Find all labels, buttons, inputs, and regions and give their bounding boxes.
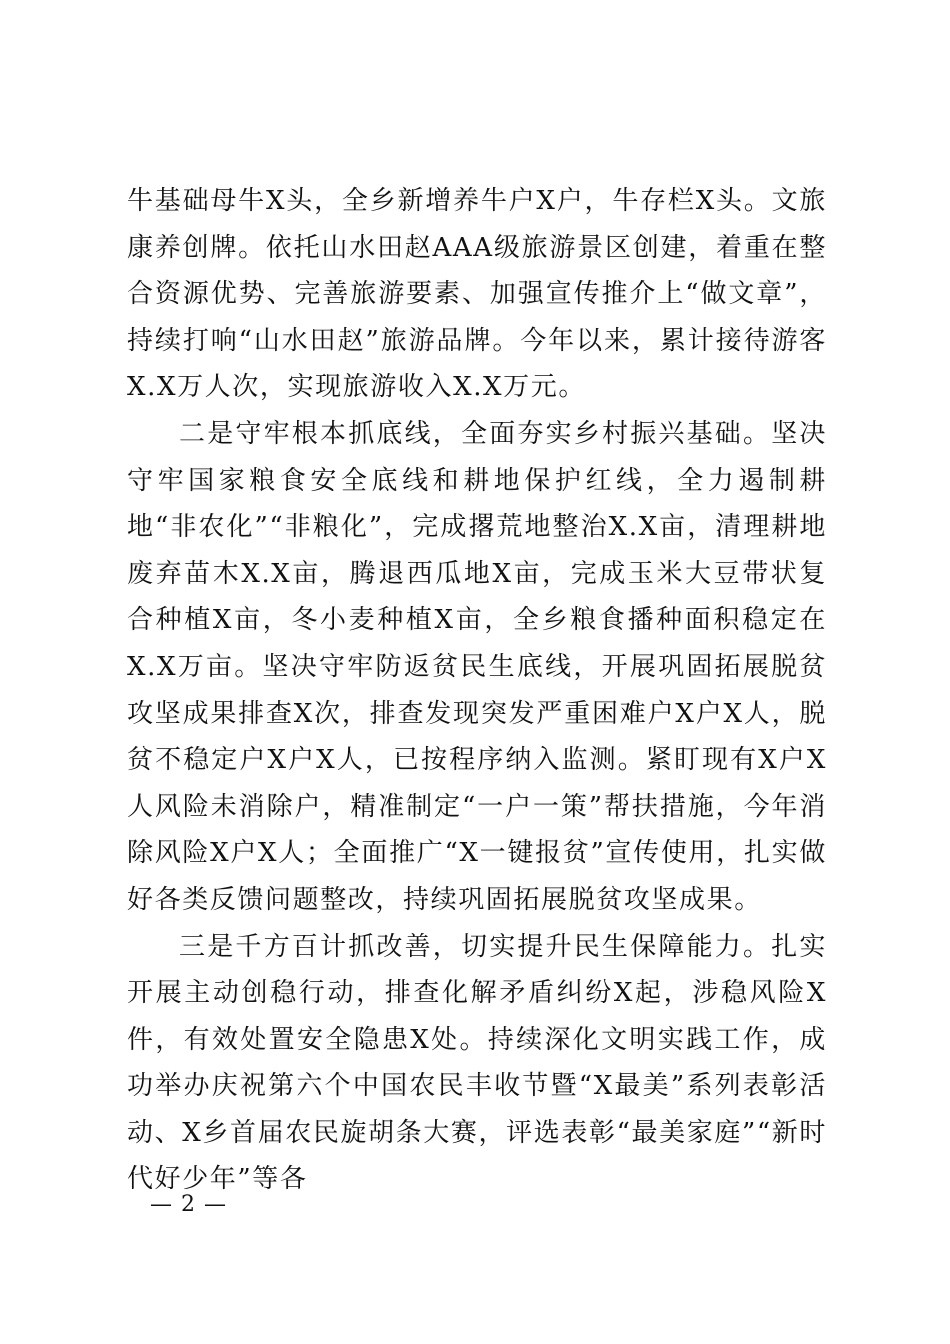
paragraph-tourism-continuation: 牛基础母牛X头，全乡新增养牛户X户，牛存栏X头。文旅康养创牌。依托山水田赵AAA级旅游景区创建，着重在整合资源优势、完善旅游要素、加强宣传推介上“做文章”，持续打响“山水田赵”旅游品牌。今年以来，累计接待游客X.X万人次，实现旅游收入X.X万元。 bbox=[127, 186, 827, 403]
paragraph-livelihood: 三是千方百计抓改善，切实提升民生保障能力。扎实开展主动创稳行动，排查化解矛盾纠纷X起，涉稳风险X件，有效处置安全隐患X处。持续深化文明实践工作，成功举办庆祝第六个中国农民丰收节暨“X最美”系列表彰活动、X乡首届农民旋胡条大赛，评选表彰“最美家庭”“新时代好少年”等各 bbox=[127, 931, 827, 1195]
body-text bbox=[127, 178, 827, 1203]
paragraph-bottom-line: 二是守牢根本抓底线，全面夯实乡村振兴基础。坚决守牢国家粮食安全底线和耕地保护红线，全力遏制耕地“非农化”“非粮化”，完成撂荒地整治X.X亩，清理耕地废弃苗木X.X亩，腾退西瓜地X亩，完成玉米大豆带状复合种植X亩，冬小麦种植X亩，全乡粮食播种面积稳定在X.X万亩。坚决守牢防返贫民生底线，开展巩固拓展脱贫攻坚成果排查X次，排查发现突发严重困难户X户X人，脱贫不稳定户X户X人，已按程序纳入监测。紧盯现有X户X人风险未消除户，精准制定“一户一策”帮扶措施，今年消除风险X户X人；全面推广“X一键报贫”宣传使用，扎实做好各类反馈问题整改，持续巩固拓展脱贫攻坚成果。 bbox=[127, 418, 827, 915]
page-number: — 2 — bbox=[150, 1192, 227, 1217]
